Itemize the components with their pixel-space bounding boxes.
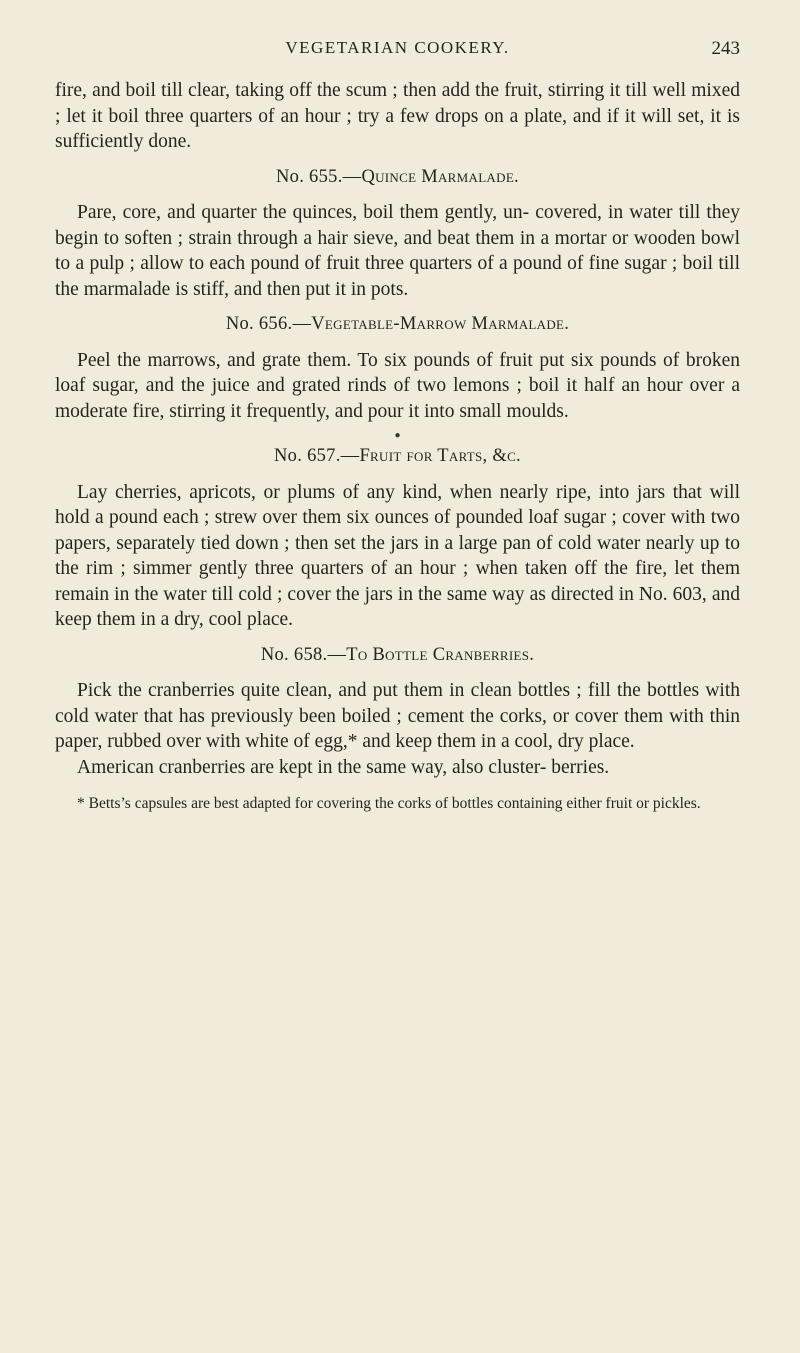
recipe-number: No. 657.— xyxy=(274,446,360,466)
recipe-paragraph: Peel the marrows, and grate them. To six pounds of fruit put six pounds of broken loaf sugar, and the juice and grated rinds of two lemons ; boil it half an hour over a moderate fire, stirring it frequently, and pour it into small moulds. xyxy=(55,349,740,422)
recipe-heading-656 xyxy=(55,312,740,338)
recipe-title: Quince Marmalade. xyxy=(361,166,519,187)
recipe-heading-657 xyxy=(55,444,740,470)
footnote: * Betts’s capsules are best adapted for covering the corks of bottles containing either fruit or pickles. xyxy=(77,795,701,812)
recipe-heading-655 xyxy=(55,165,740,191)
running-title: VEGETARIAN COOKERY. xyxy=(285,38,510,57)
recipe-number: No. 655.— xyxy=(276,166,362,187)
recipe-paragraph: Pare, core, and quarter the quinces, boil them gently, un- covered, in water till they begin to soften ; strain through a hair sieve, and beat them in a mortar or wooden bowl to a pulp ; allow to each pound of fruit three quarters of a pound of fine sugar ; boil till the marmalade is stiff, and then put it in pots. xyxy=(55,202,740,300)
recipe-paragraph: American cranberries are kept in the same way, also cluster- berries. xyxy=(77,756,610,778)
recipe-title: Vegetable-Marrow Marmalade. xyxy=(311,314,570,334)
running-head xyxy=(55,38,740,78)
recipe-heading-658 xyxy=(55,643,740,669)
recipe-number: No. 656.— xyxy=(225,314,312,334)
bullet-ornament: ● xyxy=(394,430,401,441)
recipe-number: No. 658.— xyxy=(260,644,347,665)
recipe-title: To Bottle Cranberries. xyxy=(346,644,535,665)
recipe-paragraph: Pick the cranberries quite clean, and put them in clean bottles ; fill the bottles with cold water that has previously been boiled ; cement the corks, or cover them with thin paper, rubbed over with white of egg,* and keep them in a cool, dry place. xyxy=(55,680,740,752)
recipe-paragraph: Lay cherries, apricots, or plums of any kind, when nearly ripe, into jars that will hold a pound each ; strew over them six ounces of pounded loaf sugar ; cover with two papers, separately tied down ; then set the jars in a large pan of cold water nearly up to the rim ; simmer gently three quarters of an hour ; when taken off the fire, let them remain in the water till cold ; cover the jars in the same way as directed in No. 603, and keep them in a dry, cool place. xyxy=(55,481,740,630)
page-number: 243 xyxy=(711,38,740,59)
recipe-title: Fruit for Tarts, &c. xyxy=(359,446,521,466)
continuation-paragraph: fire, and boil till clear, taking off the scum ; then add the fruit, stirring it till well mixed ; let it boil three quarters of an hour ; try a few drops on a plate, and if it will set, it is sufficiently done. xyxy=(55,80,740,152)
